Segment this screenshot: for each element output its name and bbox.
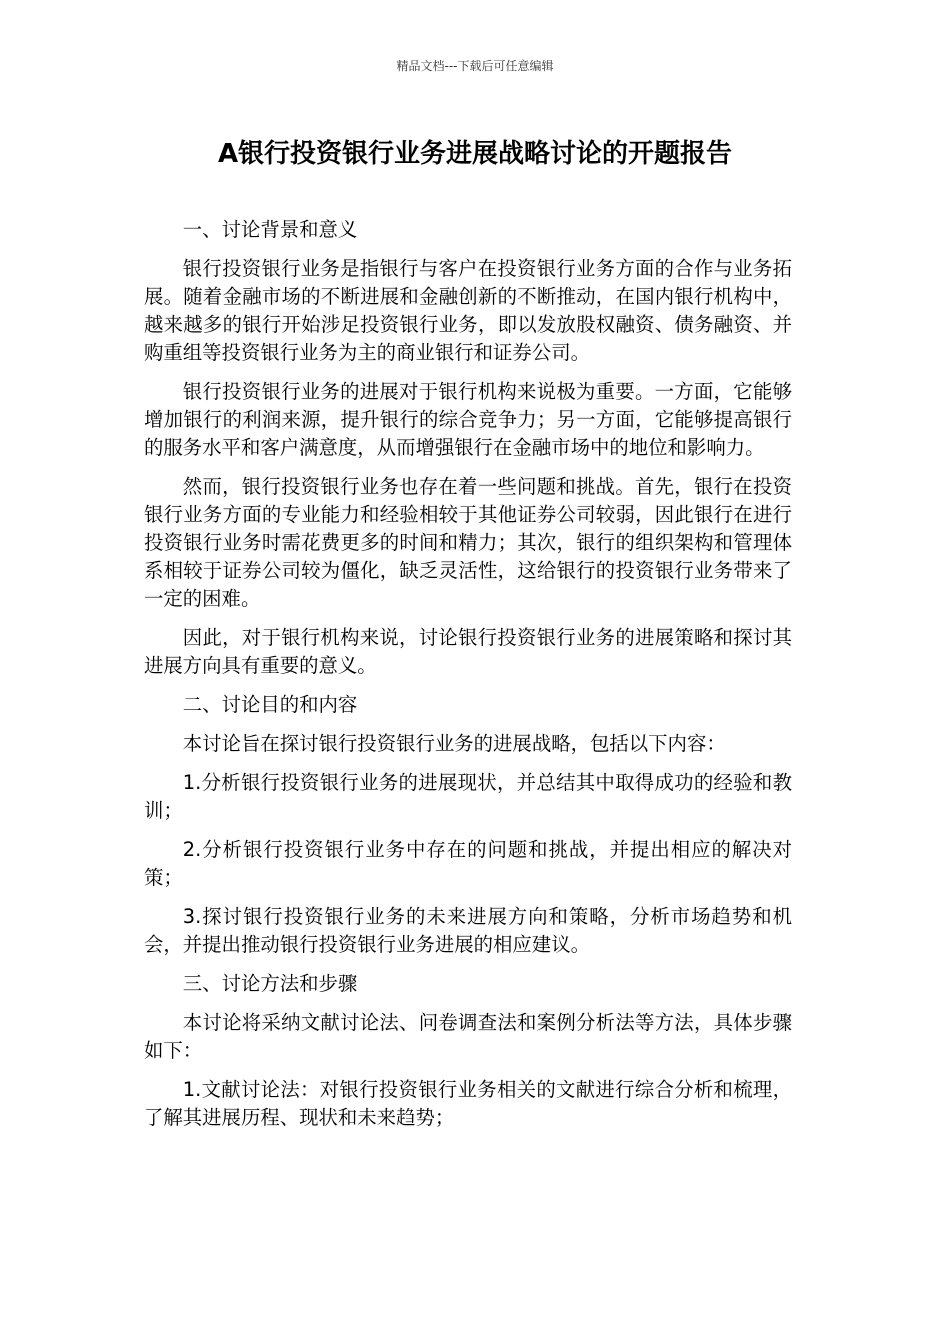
section-heading: 一、讨论背景和意义: [182, 218, 358, 241]
paragraph: 本讨论旨在探讨银行投资银行业务的进展战略，包括以下内容：: [182, 732, 726, 755]
section-heading: 三、讨论方法和步骤: [182, 972, 358, 995]
document-body: [144, 216, 792, 1143]
paragraph: 本讨论将采纳文献讨论法、问卷调查法和案例分析法等方法，具体步骤如下：: [144, 1011, 792, 1062]
paragraph: 然而，银行投资银行业务也存在着一些问题和挑战。首先，银行在投资银行业务方面的专业能力和经验相较于其他证券公司较弱，因此银行在进行投资银行业务时需花费更多的时间和精力；其次，银行的组织架构和管理体系相较于证券公司较为僵化，缺乏灵活性，这给银行的投资银行业务带来了一定的困难。: [144, 475, 792, 610]
paragraph: 银行投资银行业务的进展对于银行机构来说极为重要。一方面，它能够增加银行的利润来源，提升银行的综合竞争力；另一方面，它能够提高银行的服务水平和客户满意度，从而增强银行在金融市场中的地位和影响力。: [144, 380, 792, 459]
header-note: 精品文档---下载后可任意编辑: [396, 59, 554, 73]
section-heading: 二、讨论目的和内容: [182, 693, 358, 716]
list-item: 2.分析银行投资银行业务中存在的问题和挑战，并提出相应的解决对策；: [144, 838, 792, 889]
list-item: 1.分析银行投资银行业务的进展现状，并总结其中取得成功的经验和教训；: [144, 771, 792, 822]
list-item: 1.文献讨论法：对银行投资银行业务相关的文献进行综合分析和梳理，了解其进展历程、现状和未来趋势；: [144, 1078, 792, 1129]
paragraph: 银行投资银行业务是指银行与客户在投资银行业务方面的合作与业务拓展。随着金融市场的不断进展和金融创新的不断推动，在国内银行机构中，越来越多的银行开始涉足投资银行业务，即以发放股权融资、债务融资、并购重组等投资银行业务为主的商业银行和证券公司。: [144, 257, 792, 364]
document-title: A银行投资银行业务进展战略讨论的开题报告: [217, 139, 733, 169]
paragraph: 因此，对于银行机构来说，讨论银行投资银行业务的进展策略和探讨其进展方向具有重要的意义。: [144, 626, 792, 677]
list-item: 3.探讨银行投资银行业务的未来进展方向和策略，分析市场趋势和机会，并提出推动银行投资银行业务进展的相应建议。: [144, 905, 792, 956]
